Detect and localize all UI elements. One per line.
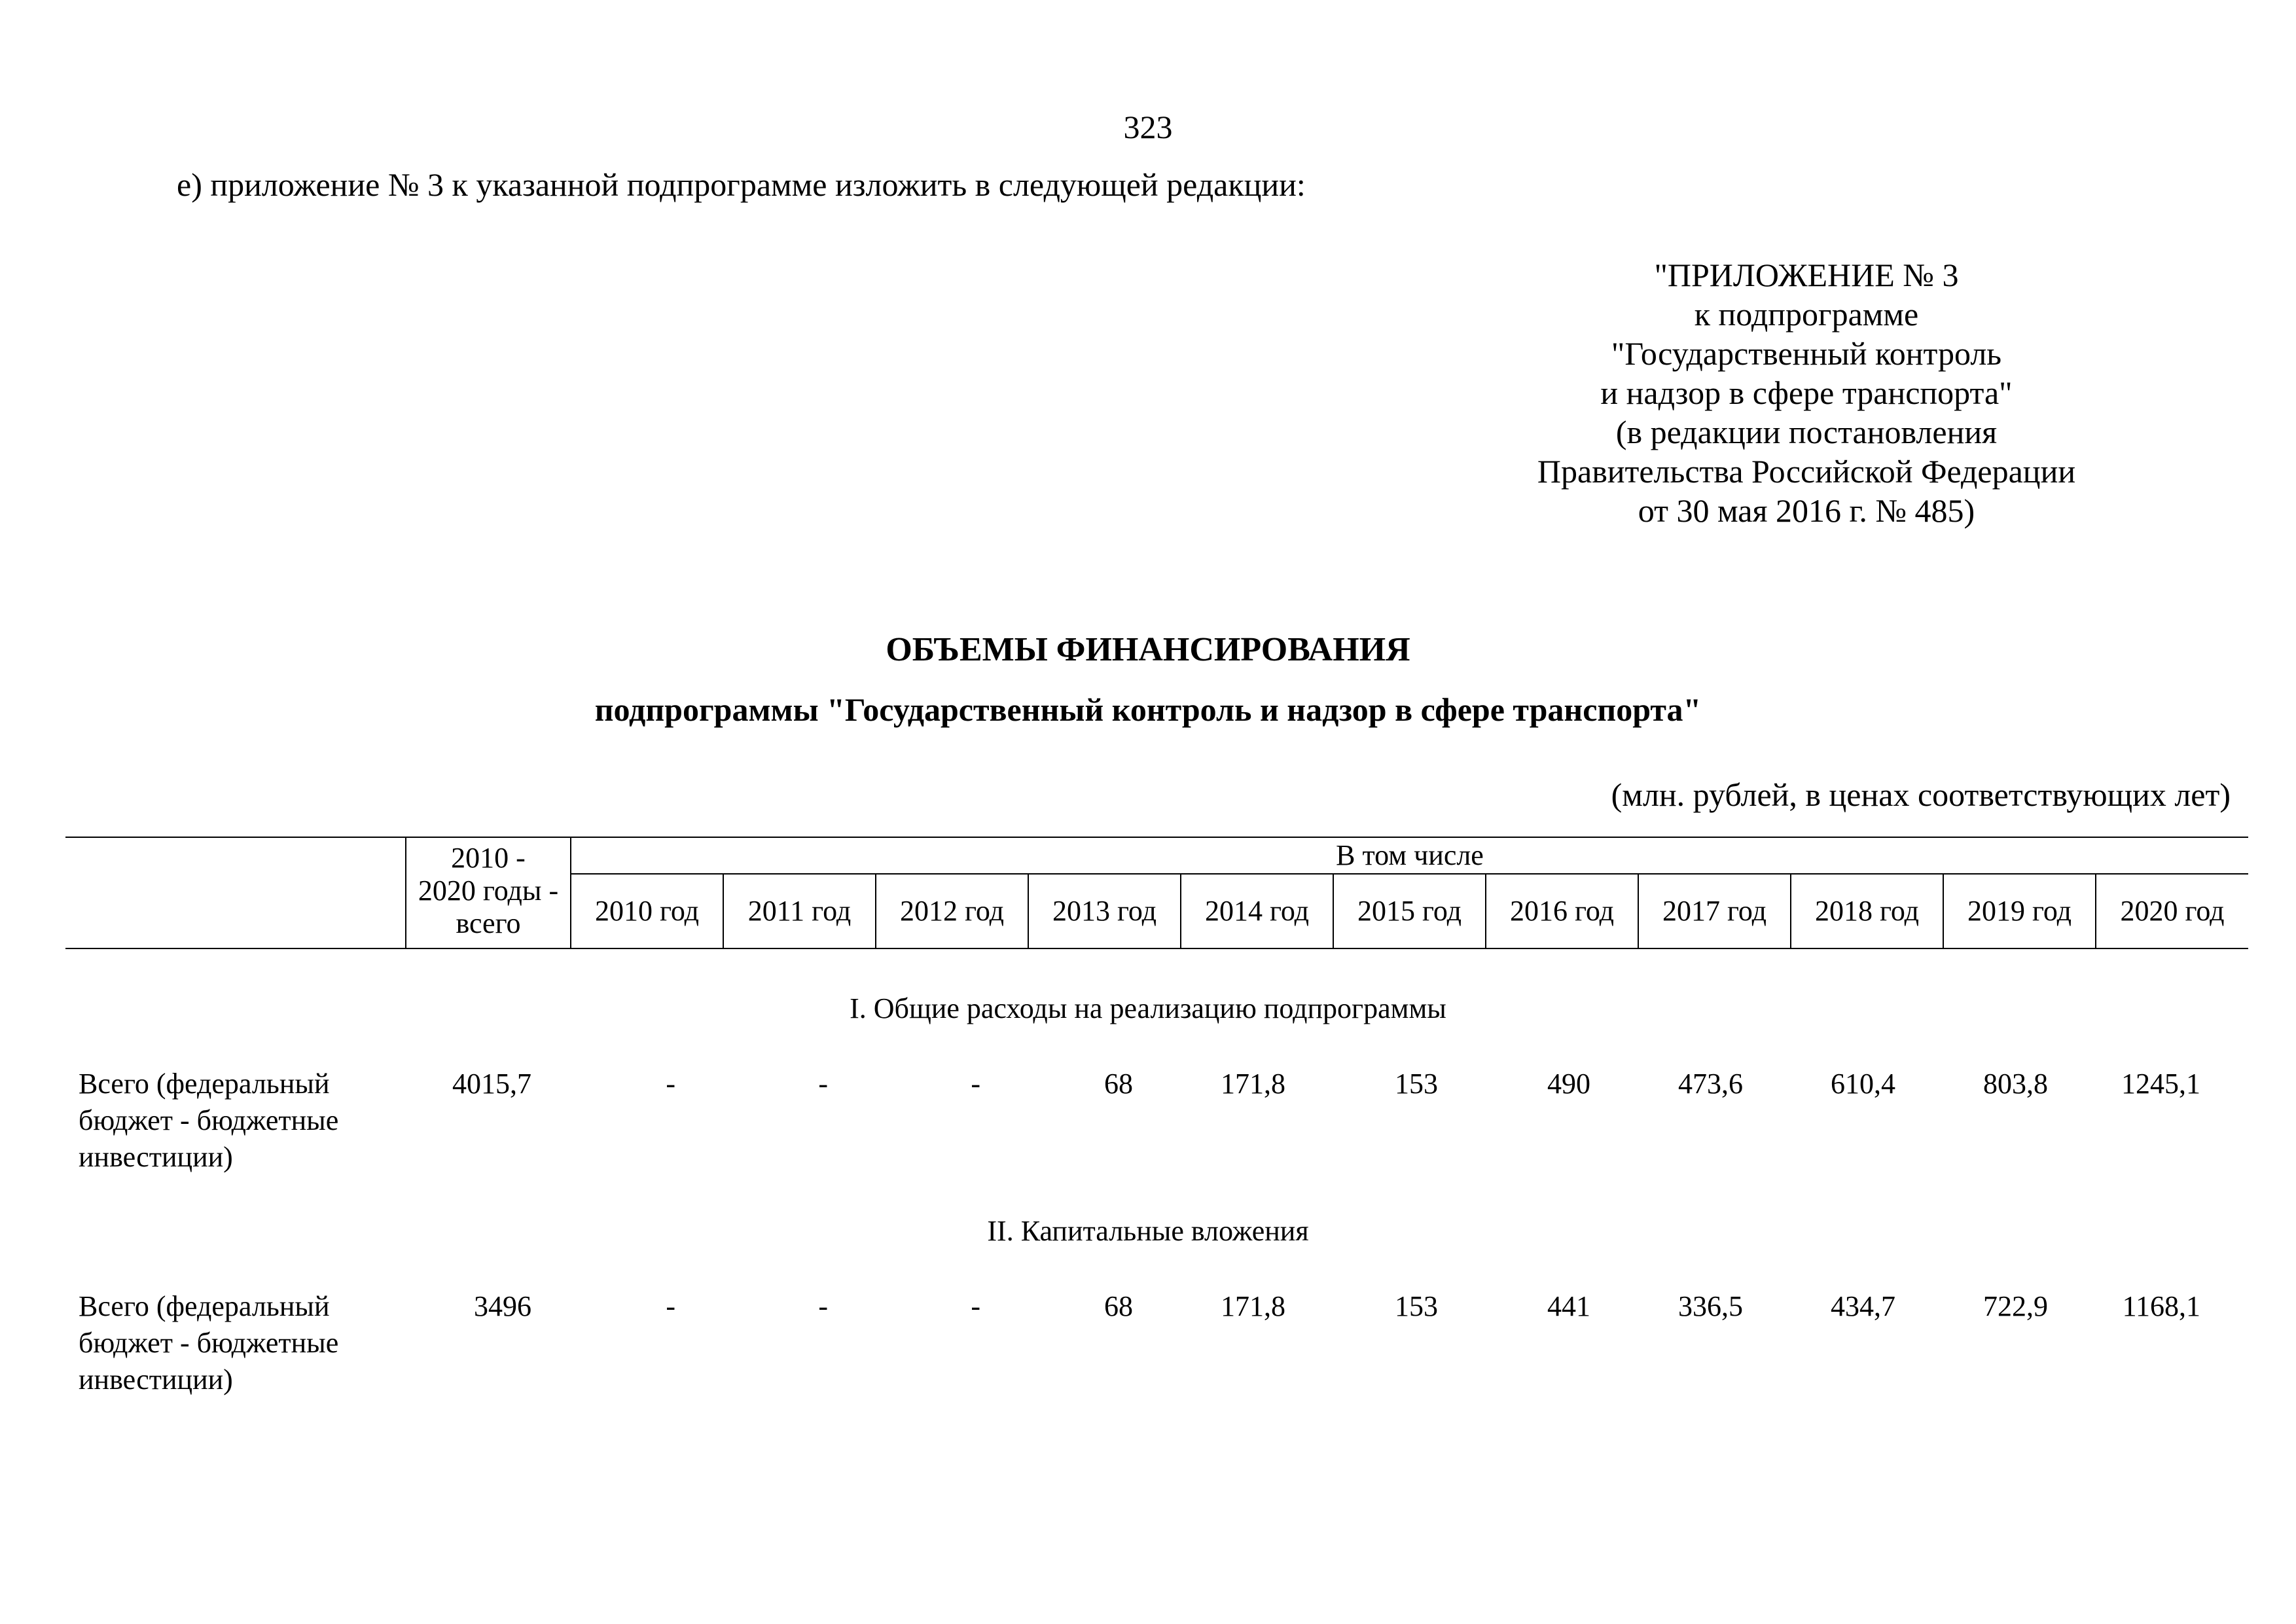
value-cell: 473,6	[1678, 1068, 1743, 1100]
row-label-line: Всего (федеральный	[79, 1068, 330, 1100]
row-label-line: Всего (федеральный	[79, 1290, 330, 1322]
appendix-line: от 30 мая 2016 г. № 485)	[1638, 492, 1975, 529]
year-header-cell: 2012 год	[876, 874, 1028, 948]
units-note: (млн. рублей, в ценах соответствующих лет)	[1611, 776, 2231, 813]
table-row	[0, 1066, 2296, 1183]
row-label	[79, 1066, 419, 1176]
appendix-line: и надзор в сфере транспорта"	[1600, 374, 2013, 411]
row-label	[79, 1288, 419, 1398]
intro-text: е) приложение № 3 к указанной подпрограмме изложить в следующей редакции:	[177, 166, 1306, 203]
value-cell: -	[818, 1290, 828, 1322]
value-cell: 153	[1395, 1068, 1438, 1100]
value-cell: 1245,1	[2121, 1068, 2200, 1100]
year-header-cell: 2011 год	[723, 874, 876, 948]
appendix-line: Правительства Российской Федерации	[1537, 453, 2076, 490]
value-cell: 171,8	[1221, 1290, 1285, 1322]
document-title: ОБЪЕМЫ ФИНАНСИРОВАНИЯ	[886, 631, 1410, 668]
page-number: 323	[1123, 109, 1173, 145]
value-cell: 336,5	[1678, 1290, 1743, 1322]
table-row	[0, 1288, 2296, 1406]
group-header: В том числе	[571, 837, 2248, 874]
value-cell: -	[971, 1068, 980, 1100]
value-cell: 722,9	[1983, 1290, 2048, 1322]
year-header-cell: 2013 год	[1028, 874, 1181, 948]
value-cell: 153	[1395, 1290, 1438, 1322]
row-label-line: инвестиции)	[79, 1141, 233, 1173]
row-label-line: бюджет - бюджетные	[79, 1327, 339, 1359]
year-header-cell: 2019 год	[1943, 874, 2096, 948]
label-header-cell	[65, 837, 406, 948]
year-header-cell: 2010 год	[571, 874, 723, 948]
section-title: I. Общие расходы на реализацию подпрограммы	[850, 992, 1446, 1024]
value-cell: 803,8	[1983, 1068, 2048, 1100]
year-header-cell: 2016 год	[1486, 874, 1638, 948]
value-cell: 171,8	[1221, 1068, 1285, 1100]
year-header-cell: 2018 год	[1791, 874, 1943, 948]
year-header-cell: 2014 год	[1181, 874, 1333, 948]
appendix-block	[1460, 255, 2153, 530]
value-cell: -	[666, 1068, 675, 1100]
value-cell: -	[666, 1290, 675, 1322]
total-cell: 4015,7	[452, 1068, 531, 1100]
row-label-line: бюджет - бюджетные	[79, 1104, 339, 1136]
total-header-line: 2010 -	[451, 842, 526, 874]
total-header-cell	[406, 837, 571, 948]
total-header-line: всего	[456, 907, 521, 939]
year-header-cell: 2015 год	[1333, 874, 1486, 948]
year-header-cell: 2020 год	[2096, 874, 2248, 948]
row-label-line: инвестиции)	[79, 1363, 233, 1396]
table-header	[65, 837, 2248, 949]
appendix-line: к подпрограмме	[1694, 296, 1919, 333]
value-cell: -	[818, 1068, 828, 1100]
document-subtitle: подпрограммы "Государственный контроль и надзор в сфере транспорта"	[594, 691, 1702, 728]
value-cell: 1168,1	[2122, 1290, 2200, 1322]
value-cell: 490	[1547, 1068, 1590, 1100]
value-cell: 68	[1104, 1290, 1133, 1322]
section-title: II. Капитальные вложения	[987, 1215, 1309, 1247]
value-cell: 441	[1547, 1290, 1590, 1322]
appendix-line: (в редакции постановления	[1615, 414, 1998, 450]
value-cell: 68	[1104, 1068, 1133, 1100]
appendix-line: "ПРИЛОЖЕНИЕ № 3	[1654, 257, 1959, 293]
appendix-line: "Государственный контроль	[1611, 335, 2002, 372]
total-header-line: 2020 годы -	[418, 875, 559, 907]
total-cell: 3496	[474, 1290, 531, 1322]
value-cell: 610,4	[1831, 1068, 1895, 1100]
value-cell: 434,7	[1831, 1290, 1895, 1322]
value-cell: -	[971, 1290, 980, 1322]
year-header-cell: 2017 год	[1638, 874, 1791, 948]
